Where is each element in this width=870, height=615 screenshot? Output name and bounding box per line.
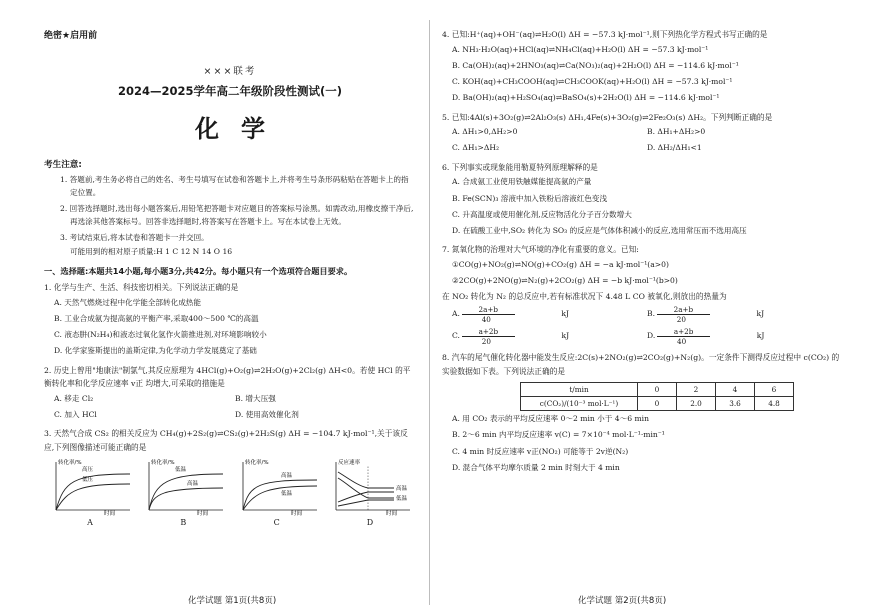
question-5-stem: 5. 已知:4Al(s)+3O₂(g)⇌2Al₂O₃(s) ΔH₁,4Fe(s)+3O₂(g)⇌2Fe₂O₃(s) ΔH₂。下列判断正确的是 (442, 112, 773, 122)
q3-graph-d-xlabel: 时间 (385, 511, 397, 517)
unit: kJ (561, 309, 570, 319)
q7-equation-1: ①CO(g)+NO₂(g)⇌NO(g)+CO₂(g) ΔH = −a kJ·mol⁻¹(a>0) (452, 259, 669, 269)
q8-option-c: C. 4 min 时反应速率 v正(NO₂) 可能等于 2v逆(N₂) (452, 446, 629, 456)
q4-option-d: D. Ba(OH)₂(aq)+H₂SO₄(aq)⇌BaSO₄(s)+2H₂O(l) ΔH = −114.6 kJ·mol⁻¹ (452, 93, 720, 103)
q2-option-c: C. 加入 HCl (54, 409, 97, 419)
fraction (462, 327, 560, 346)
numerator: a+2b (462, 327, 515, 337)
table-row (521, 383, 794, 397)
q3-graph-a-ylabel: 转化率/% (58, 460, 82, 467)
q2-options-row (44, 407, 416, 423)
q8-option-b: B. 2～6 min 内平均反应速率 v(C) = 7×10⁻⁴ mol·L⁻¹·min⁻¹ (452, 430, 665, 440)
q3-graph-b (137, 458, 229, 527)
q8-option-d: D. 混合气体平均摩尔质量 2 min 时刻大于 4 min (452, 462, 620, 472)
unit: kJ (561, 331, 570, 341)
q3-graph-a-curve2: 低压 (82, 477, 94, 484)
q3-graph-b-plot (137, 458, 229, 516)
q4-option-b: B. Ca(OH)₂(aq)+2HNO₃(aq)⇌Ca(NO₃)₂(aq)+2H₂O(l) ΔH = −114.6 kJ·mol⁻¹ (452, 60, 739, 70)
q3-graph-c-curve2: 低温 (280, 491, 292, 498)
q1-option-d: D. 化学家鉴斯提出的盖斯定律,为化学动力学发展奠定了基础 (54, 346, 257, 356)
q5-options-row (442, 140, 842, 156)
q3-graph-c-xlabel: 时间 (290, 511, 302, 517)
q2-option-b: B. 增大压强 (235, 393, 276, 403)
fraction (657, 305, 755, 324)
section-heading: 一、选择题:本题共14小题,每小题3分,共42分。每小题只有一个选项符合题目要求。 (44, 266, 353, 276)
denominator: 20 (676, 314, 686, 324)
q3-graph-d-curve2: 低温 (395, 496, 407, 503)
q2-options-row (44, 391, 416, 407)
fraction (462, 305, 560, 324)
right-footer: 化学试题 第2页(共8页) (578, 596, 667, 606)
option-key: D. (647, 331, 656, 341)
q5-option-a: A. ΔH₁>0,ΔH₂>0 (452, 127, 518, 137)
q5-option-d: D. ΔH₂/ΔH₁<1 (647, 143, 702, 153)
q4-option-c: C. KOH(aq)+CH₃COOH(aq)⇌CH₃COOK(aq)+H₂O(l) ΔH = −57.3 kJ·mol⁻¹ (452, 77, 733, 87)
unit: kJ (756, 309, 765, 319)
question-6-stem: 6. 下列事实或现象能用勒夏特列原理解释的是 (442, 162, 598, 172)
question-3-stem: 3. 天然气合成 CS₂ 的相关反应为 CH₄(g)+2S₂(g)⇌CS₂(g)+2H₂S(g) ΔH = −104.7 kJ·mol⁻¹,关于该反应,下列图像描述可能正确的是 (44, 429, 408, 452)
notice-item: 3. 考试结束后,将本试卷和答题卡一并交回。 (60, 233, 209, 242)
table-cell: 0 (638, 397, 677, 411)
option-key: B. (647, 309, 655, 319)
denominator: 40 (481, 314, 491, 324)
q6-option-b: B. Fe(SCN)₃ 溶液中加入铁粉后溶液红色变浅 (452, 193, 608, 203)
q7-option-b (647, 303, 842, 325)
q8-data-table (520, 382, 794, 411)
q1-option-b: B. 工业合成氨为提高氨的平衡产率,采取400～500 ℃的高温 (54, 313, 259, 323)
question-2-stem: 2. 历史上曾用"地康法"制氯气,其反应原理为 4HCl(g)+O₂(g)⇌2H₂O(g)+2Cl₂(g) ΔH<0。若使 HCl 的平衡转化率和化学反应速率 v正 均增大,可采取的措施是 (44, 365, 411, 389)
table-header-cell: c(CO₂)/(10⁻³ mol·L⁻¹) (521, 397, 638, 411)
q3-graph-b-curve1: 低温 (175, 467, 187, 474)
q3-graph-d-curve1: 高温 (395, 486, 407, 493)
table-cell: 6 (755, 383, 794, 397)
fraction (657, 327, 755, 346)
numerator: 2a+b (462, 305, 515, 315)
q7-option-d (647, 325, 842, 347)
table-cell: 2.0 (677, 397, 716, 411)
q3-graph-c-label: C (273, 518, 280, 528)
q6-option-d: D. 在硫酸工业中,SO₂ 转化为 SO₃ 的反应是气体体积减小的反应,选用常压而不选用高压 (452, 226, 747, 236)
option-key: C. (452, 331, 460, 341)
q7-option-c (452, 325, 647, 347)
q3-graph-d-ylabel: 反应速率 (337, 460, 360, 467)
q3-graph-c-ylabel: 转化率/% (244, 460, 269, 467)
q3-graph-b-ylabel: 转化率/% (151, 460, 175, 467)
q3-graph-b-xlabel: 时间 (197, 511, 209, 517)
q3-graph-c (231, 458, 323, 527)
question-8-stem: 8. 汽车的尾气催化转化器中能发生反应:2C(s)+2NO₂(g)⇌2CO₂(g)+N₂(g)。一定条件下测得反应过程中 c(CO₂) 的实验数据如下表。下列说法正确的是 (442, 353, 840, 376)
q5-option-b: B. ΔH₁+ΔH₂>0 (647, 127, 706, 137)
q3-graph-b-label: B (180, 518, 187, 528)
q6-option-c: C. 升高温度或使用催化剂,反应物活化分子百分数增大 (452, 209, 632, 219)
unit: kJ (756, 331, 765, 341)
q3-graph-c-curve1: 高温 (280, 473, 292, 480)
q3-graph-a (44, 458, 136, 527)
union-title: ×××联考 (203, 66, 257, 77)
q7-question: 在 NO₂ 转化为 N₂ 的总反应中,若有标准状况下 4.48 L CO 被氧化,则放出的热量为 (442, 291, 727, 301)
question-1-stem: 1. 化学与生产、生活、科技密切相关。下列说法正确的是 (44, 283, 239, 292)
q5-options-row (442, 124, 842, 140)
q1-option-a: A. 天然气燃烧过程中化学能全部转化成热能 (54, 297, 201, 307)
notice-list (44, 173, 416, 244)
q3-graph-c-plot (231, 458, 323, 516)
notice-heading: 考生注意: (44, 160, 82, 170)
q7-options-row (442, 325, 842, 347)
q3-graph-d-label: D (366, 518, 374, 528)
q3-graph-d-plot (324, 458, 416, 516)
q6-option-a: A. 合成氨工业使用铁触媒能提高氨的产量 (452, 177, 592, 187)
question-7-stem: 7. 氮氧化物的治理对大气环境的净化有重要的意义。已知: (442, 245, 639, 255)
q5-option-c: C. ΔH₁>ΔH₂ (452, 143, 500, 153)
q3-graphs (44, 458, 416, 527)
table-cell: 4.8 (755, 397, 794, 411)
left-footer: 化学试题 第1页(共8页) (188, 596, 277, 606)
right-page (430, 0, 870, 615)
table-cell: 3.6 (716, 397, 755, 411)
numerator: 2a+b (657, 305, 710, 315)
denominator: 20 (481, 336, 491, 346)
q3-graph-a-label: A (87, 518, 93, 528)
table-header-cell: t/min (521, 383, 638, 397)
q3-graph-a-curve1: 高压 (82, 467, 94, 474)
subject-title: 化学 (195, 114, 287, 143)
q7-equation-2: ②2CO(g)+2NO(g)⇌N₂(g)+2CO₂(g) ΔH = −b kJ·mol⁻¹(b>0) (452, 276, 678, 286)
notice-item: 2. 回答选择题时,选出每小题答案后,用铅笔把答题卡对应题目的答案标号涂黑。如需改动,用橡皮擦干净后,再选涂其他答案标号。回答非选择题时,将答案写在答题卡上。写在本试卷上无效。 (60, 204, 414, 226)
secret-label: 绝密★启用前 (44, 31, 98, 41)
q3-graph-a-plot (44, 458, 136, 516)
exam-title: 2024—2025学年高二年级阶段性测试(一) (117, 84, 343, 98)
q7-option-a (452, 303, 647, 325)
atomic-mass-line: 可能用到的相对原子质量:H 1 C 12 N 14 O 16 (70, 247, 233, 256)
q3-graph-b-curve2: 高温 (187, 481, 199, 488)
left-page (0, 0, 430, 615)
denominator: 40 (677, 336, 687, 346)
notice-item: 1. 答题前,考生务必将自己的姓名、考生号填写在试卷和答题卡上,并将考生号条形码粘贴在答题卡上的指定位置。 (60, 175, 409, 197)
q3-graph-d (324, 458, 416, 527)
table-row (521, 397, 794, 411)
q7-options-row (442, 303, 842, 325)
question-4-stem: 4. 已知:H⁺(aq)+OH⁻(aq)⇌H₂O(l) ΔH = −57.3 kJ·mol⁻¹,则下列热化学方程式书写正确的是 (442, 30, 768, 39)
q8-option-a: A. 用 CO₂ 表示的平均反应速率 0～2 min 小于 4～6 min (452, 414, 649, 424)
option-key: A. (452, 309, 460, 319)
q3-graph-a-xlabel: 时间 (104, 511, 116, 517)
q4-option-a: A. NH₃·H₂O(aq)+HCl(aq)⇌NH₄Cl(aq)+H₂O(l) ΔH = −57.3 kJ·mol⁻¹ (452, 44, 709, 54)
q2-option-a: A. 移走 Cl₂ (54, 393, 94, 403)
table-cell: 2 (677, 383, 716, 397)
q2-option-d: D. 使用高效催化剂 (235, 409, 299, 419)
table-cell: 4 (716, 383, 755, 397)
table-cell: 0 (638, 383, 677, 397)
q1-option-c: C. 液态肼(N₂H₄)和液态过氧化氢作火箭推进剂,对环境影响较小 (54, 330, 267, 340)
numerator: a+2b (657, 327, 710, 337)
